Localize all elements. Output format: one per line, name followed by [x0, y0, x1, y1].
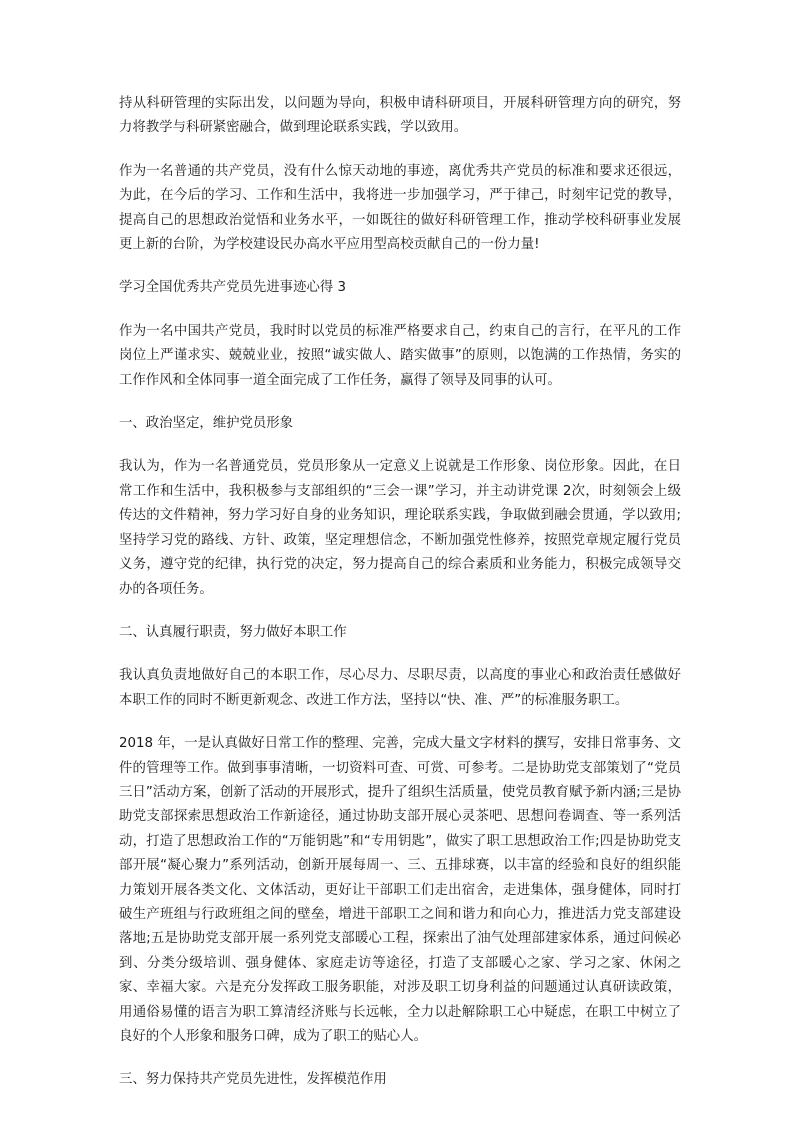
- paragraph-duties: 我认真负责地做好自己的本职工作，尽心尽力、尽职尽责，以高度的事业心和政治责任感做好本职工作的同时不断更新观念、改进工作方法，坚持以“快、准、严”的标准服务职工。: [119, 668, 681, 708]
- paragraph-intro: 作为一名中国共产党员，我时时以党员的标准严格要求自己，约束自己的言行，在平凡的工作岗位上严谨求实、兢兢业业，按照“诚实做人、踏实做事”的原则，以饱满的工作热情，务实的工作作风和全体同事一道全面完成了工作任务，赢得了领导及同事的认可。: [119, 323, 681, 388]
- paragraph-party-image: 我认为，作为一名普通党员，党员形象从一定意义上说就是工作形象、岗位形象。因此，在日常工作和生活中，我积极参与支部组织的“三会一课”学习，并主动讲党课 2次，时刻领会上级传达的文件精神，努力学习好自身的业务知识，理论联系实践，争取做到融会贯通，学以致用;坚持学习党的路线、方针、政策，坚定理想信念，不断加强党性修养，按照党章规定履行党员义务，遵守党的纪律，执行党的决定，努力提高自己的综合素质和业务能力，积极完成领导交办的各项任务。: [119, 459, 681, 597]
- document-page: [119, 92, 681, 1112]
- heading-advanced-nature: 三、努力保持共产党员先进性，发挥模范作用: [119, 1072, 387, 1088]
- heading-political-firmness: 一、政治坚定，维护党员形象: [119, 416, 294, 432]
- paragraph-ordinary-member: 作为一名普通的共产党员，没有什么惊天动地的事迹，离优秀共产党员的标准和要求还很远，为此，在今后的学习、工作和生活中，我将进一步加强学习，严于律己，时刻牢记党的教导，提高自己的思想政治觉悟和业务水平，一如既往的做好科研管理工作，推动学校科研事业发展更上新的台阶，为学校建设民办高水平应用型高校贡献自己的一份力量!: [119, 163, 681, 253]
- paragraph-2018-work: 2018 年，一是认真做好日常工作的整理、完善，完成大量文字材料的撰写，安排日常事务、文件的管理等工作。做到事事清晰，一切资料可查、可赏、可参考。二是协助党支部策划了“党员三日”活动方案，创新了活动的开展形式，提升了组织生活质量，使党员教育赋予新内涵;三是协助党支部探索思想政治工作新途径，通过协助支部开展心灵茶吧、思想问卷调查、等一系列活动，打造了思想政治工作的“万能钥匙”和“专用钥匙”，做实了职工思想政治工作;四是协助党支部开展“凝心聚力”系列活动，创新开展每周一、三、五排球赛，以丰富的经验和良好的组织能力策划开展各类文化、文体活动，更好让干部职工们走出宿舍，走进集体，强身健体，同时打破生产班组与行政班组之间的壁垒，增进干部职工之间和谐力和向心力，推进活力党支部建设落地;五是协助党支部开展一系列党支部暖心工程，探索出了油气处理部建家体系，通过问候必到、分类分级培训、强身健体、家庭走访等途径，打造了支部暖心之家、学习之家、休闲之家、幸福大家。六是充分发挥政工服务职能，对涉及职工切身利益的问题通过认真研读政策，用通俗易懂的语言为职工算清经济账与长远帐，全力以赴解除职工心中疑虑，在职工中树立了良好的个人形象和服务口碑，成为了职工的贴心人。: [119, 736, 681, 1044]
- section-title-learning-3: 学习全国优秀共产党员先进事迹心得 3: [119, 280, 347, 296]
- paragraph-research-practice: 持从科研管理的实际出发，以问题为导向，积极申请科研项目，开展科研管理方向的研究，努力将教学与科研紧密融合，做到理论联系实践，学以致用。: [119, 96, 681, 136]
- heading-duties: 二、认真履行职责，努力做好本职工作: [119, 624, 347, 640]
